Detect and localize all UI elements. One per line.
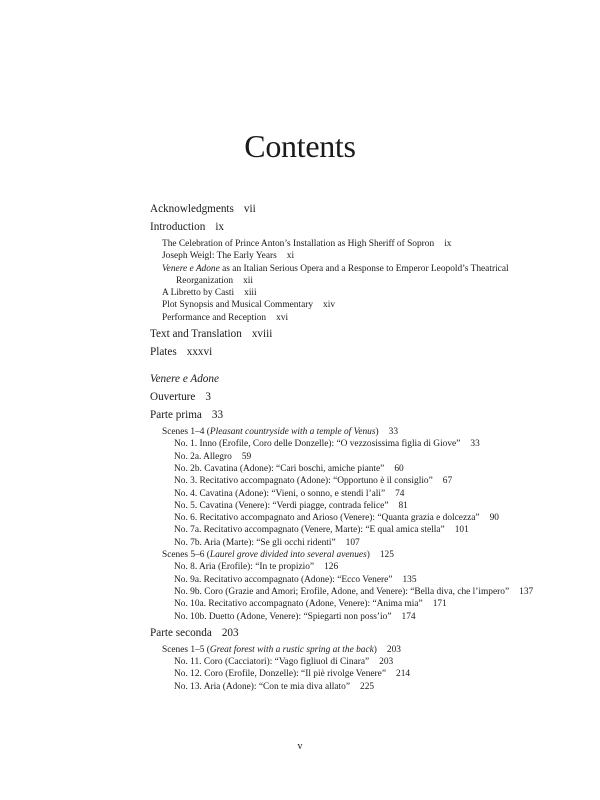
page-title: Contents	[244, 128, 356, 164]
toc-entry-text-translation: Text and Translation xviii	[150, 328, 273, 341]
toc-entry-ouverture: Ouverture 3	[150, 391, 211, 404]
toc-entry-parte-seconda: Parte seconda 203	[150, 626, 239, 639]
toc-number: No. 8. Aria (Erofile): “In te propizio” 126	[174, 562, 339, 573]
toc-number: No. 13. Aria (Adone): “Con te mia diva allato” 225	[174, 681, 375, 692]
page-number: vii	[243, 203, 256, 215]
toc-number: No. 6. Recitativo accompagnato and Arioso (Venere): “Quanta grazia e dolcezza” 90	[174, 513, 499, 524]
toc-number: No. 2b. Cavatina (Adone): “Cari boschi, amiche piante” 60	[174, 463, 404, 474]
toc-entry-parte-prima: Parte prima 33	[150, 409, 224, 422]
toc-scene-group: Scenes 5–6 (Laurel grove divided into several avenues) 125	[162, 550, 394, 561]
toc-entry-plates: Plates xxxvi	[150, 346, 213, 359]
toc-number: No. 5. Cavatina (Venere): “Verdi piagge, contrada felice” 81	[174, 500, 408, 511]
toc-number: No. 9b. Coro (Grazie and Amori; Erofile, Adone, and Venere): “Bella diva, che l’impero” 137	[174, 586, 534, 597]
toc-scene-group: Scenes 1–5 (Great forest with a rustic spring at the back) 203	[162, 644, 401, 655]
page-folio: v	[297, 741, 303, 752]
toc-entry-introduction: Introduction ix	[150, 221, 225, 233]
toc-number: No. 12. Coro (Erofile, Donzelle): “Il piè rivolge Venere” 214	[174, 669, 411, 680]
toc-subentry: Venere e Adone as an Italian Serious Opera and a Response to Emperor Leopold’s Theatrical Reorganization xii	[162, 263, 509, 286]
toc-subentry: Performance and Reception xvi	[162, 312, 289, 323]
toc-number: No. 2a. Allegro 59	[174, 451, 252, 462]
toc-number: No. 9a. Recitativo accompagnato (Adone): “Ecco Venere” 135	[174, 574, 417, 585]
toc-subentry: The Celebration of Prince Anton’s Installation as High Sheriff of Sopron ix	[162, 239, 452, 249]
toc-number: No. 3. Recitativo accompagnato (Adone): “Opportuno è il consiglio” 67	[174, 476, 453, 487]
toc-number: No. 1. Inno (Erofile, Coro delle Donzelle): “O vezzosissima figlia di Giove” 33	[174, 439, 480, 450]
toc-number: No. 7a. Recitativo accompagnato (Venere, Marte): “E qual amica stella” 101	[174, 525, 469, 536]
toc-subentry: A Libretto by Casti xiii	[162, 288, 257, 299]
toc-scene-group: Scenes 1–4 (Pleasant countryside with a temple of Venus) 33	[162, 427, 399, 438]
toc-number: No. 10b. Duetto (Adone, Venere): “Spiegarti non poss’io” 174	[174, 611, 416, 622]
toc-number: No. 10a. Recitativo accompagnato (Adone, Venere): “Anima mia” 171	[174, 599, 447, 610]
toc-number: No. 7b. Aria (Marte): “Se gli occhi ridenti” 107	[174, 537, 360, 548]
toc-subentry: Plot Synopsis and Musical Commentary xiv	[162, 300, 336, 311]
toc-number: No. 11. Coro (Cacciatori): “Vago figliuol di Cinara” 203	[174, 657, 394, 668]
toc-subentry: Joseph Weigl: The Early Years xi	[162, 251, 295, 262]
toc-entry-acknowledgments: Acknowledgments vii	[150, 203, 256, 215]
page-number: ix	[215, 221, 225, 233]
toc-number: No. 4. Cavatina (Adone): “Vieni, o sonno, e stendi l’ali” 74	[174, 488, 405, 499]
table-of-contents	[150, 202, 570, 693]
opera-title: Venere e Adone	[150, 373, 219, 386]
